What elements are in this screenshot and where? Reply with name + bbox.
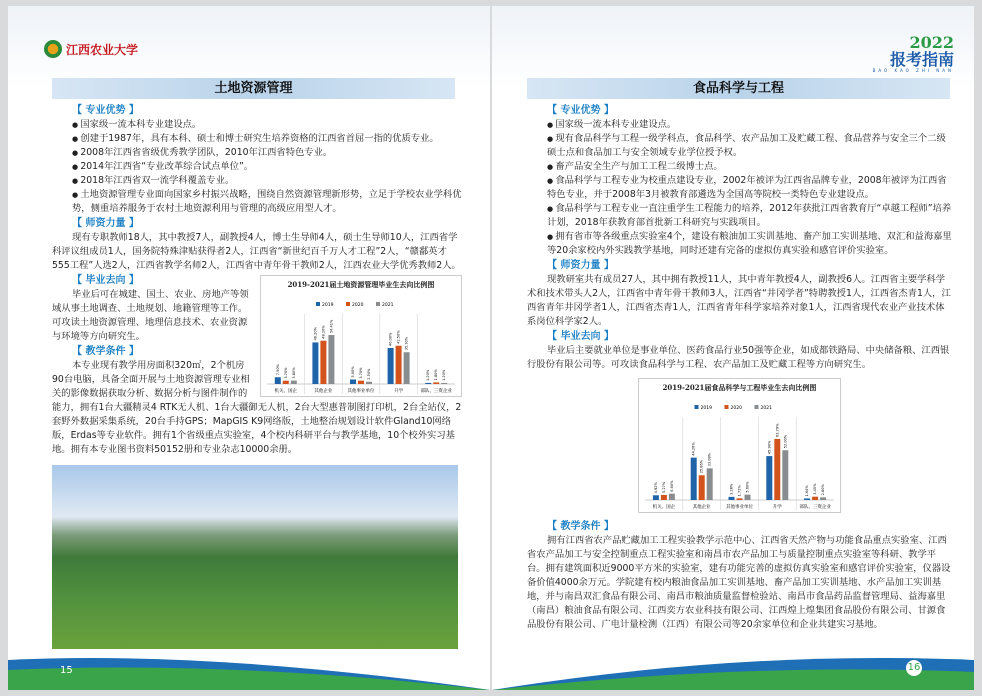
bar — [366, 382, 372, 384]
bar — [388, 348, 394, 384]
bar — [804, 498, 810, 500]
bar — [283, 381, 289, 384]
land-chart — [260, 275, 462, 397]
brand-pinyin: BAO KAO ZHI NAN — [872, 68, 954, 73]
bar — [358, 381, 364, 384]
chart-title: 2019-2021届食品科学与工程毕业生去向比例图 — [662, 383, 817, 392]
legend-label: 2021 — [382, 303, 394, 308]
data-label: 6.60% — [669, 480, 674, 492]
bar — [653, 495, 659, 500]
bullet-item: ● 创建于1987年，具有本科、硕士和博士研究生培养资格的江西省首屈一指的优质专业。 — [52, 132, 462, 146]
section-paragraph: 现教研室共有成员27人，其中拥有教授11人，其中青年教授4人，副教授6人。江西省主要学科学术和技术带头人2人，江西省中青年骨干教师3人，江西省“井冈学者”特聘教授1人，江西省杰青1人，江西省青年井冈学者1人，江西省杰青1人，江西省青年科学家培养对象1人，江西省现代农业产业技术体系岗位科学家2人。 — [527, 274, 951, 327]
section-paragraph: 现有专职教师18人，其中教授7人，副教授4人，博士生导师4人，硕士生导师10人，江西省学科评议组成员1人，国务院特殊津贴获得者2人，江西省“新世纪百千万人才工程”2人，“赣鄱英才555工程”人选2人，江西省教学名师2人，江西省中青年骨干教师2人，江西农业大学优秀教师2人。 — [52, 232, 461, 271]
legend-swatch — [755, 405, 759, 409]
bar — [707, 468, 713, 500]
legend-label: 2019 — [700, 406, 712, 411]
bar — [328, 335, 334, 384]
data-label: 45.90% — [767, 440, 772, 455]
bullet-item: ● 拥有省市等各级重点实验室4个，建设有粮油加工实训基地、畜产加工实训基地、双汇和益海嘉里等20余家校内外实践教学基地，同时还建有完备的虚拟仿真实验和感官评价实验室。 — [527, 230, 952, 258]
data-label: 48.10% — [321, 325, 326, 339]
legend-swatch — [695, 405, 699, 409]
bar — [782, 450, 788, 500]
bar — [691, 458, 697, 500]
section-heading: 【 教学条件 】 — [72, 346, 139, 357]
food-chart — [638, 378, 841, 513]
data-label: 7.50% — [275, 364, 280, 376]
bullet-item: ● 国家级一流本科专业建设点。 — [52, 118, 462, 132]
bar — [275, 377, 281, 384]
section-heading: 【 教学条件 】 — [547, 521, 614, 532]
x-tick-label: 其他事业单位 — [347, 389, 375, 394]
data-label: 52.00% — [783, 434, 788, 449]
bullet-item: ● 现有食品科学与工程一级学科点，食品科学、农产品加工及贮藏工程、食品营养与安全三个二级硕士点和食品加工与安全领域专业学位授予权。 — [527, 132, 952, 160]
data-label: 4.92% — [653, 482, 658, 494]
data-label: 33.08% — [707, 452, 712, 467]
data-label: 25.86% — [699, 459, 704, 474]
brand-year: 2022 — [909, 33, 954, 52]
left-text-column — [52, 103, 462, 649]
bullet-item: ● 2018年江西省双一流学科覆盖专业。 — [52, 174, 462, 188]
bar — [737, 498, 743, 500]
section-paragraph: 毕业后主要就业单位是事业单位、医药食品行业50强等企业，如成都铁路局、中央储备粮、江西银行股份有限公司等。可攻读食品科学与工程、农产品加工及贮藏工程等方向研究生。 — [527, 345, 950, 370]
data-label: 42.50% — [396, 330, 401, 344]
x-tick-label: 其他事业单位 — [726, 505, 753, 510]
section-heading: 【 师资力量 】 — [547, 260, 614, 271]
bar — [745, 495, 751, 500]
x-tick-label: 升学 — [772, 505, 782, 510]
data-label: 35.30% — [404, 336, 409, 351]
university-logo — [44, 40, 138, 58]
bar — [320, 341, 326, 384]
campus-photo — [52, 465, 458, 649]
legend-label: 2019 — [322, 303, 334, 308]
data-label: 1.64% — [805, 485, 810, 497]
bar — [441, 383, 447, 384]
bar — [812, 497, 818, 500]
bullet-item: ● 2014年江西省“专业改革综合试点单位”。 — [52, 160, 462, 174]
data-label: 3.70% — [359, 367, 363, 379]
data-label: 3.70% — [283, 367, 288, 379]
data-label: 44.26% — [691, 442, 696, 456]
data-label: 2.80% — [821, 484, 826, 496]
data-label: 1.80% — [434, 369, 439, 381]
data-label: 1.20% — [442, 369, 447, 381]
bar — [661, 495, 667, 500]
bullet-item: ● 土地资源管理专业面向国家乡村振兴战略，围绕自然资源管理新形势，立足于学校农业学科优势，侧重培养服务于农村土地资源利用与管理的高级应用型人才。 — [52, 188, 462, 216]
right-page — [492, 6, 974, 690]
bullet-item: ● 2008年江西省省级优秀教学团队，2010年江西省特色专业。 — [52, 146, 462, 160]
bullet-item: ● 食品科学与工程专业一直注重学生工程能力的培养，2012年获批江西省教育厅“卓越工程师”培养计划，2018年获教育部首批新工科研究与实践项目。 — [527, 202, 952, 230]
legend-swatch — [346, 302, 350, 306]
brand-logo — [873, 33, 954, 73]
section-heading: 【 毕业去向 】 — [547, 331, 614, 342]
section-heading: 【 专业优势 】 — [72, 105, 139, 116]
bullet-item: ● 食品科学与工程专业为校重点建设专业，2002年被评为江西省品牌专业，2008年被评为江西省特色专业，并于2008年3月被教育部遴选为全国高等院校一类特色专业建设点。 — [527, 174, 952, 202]
brand-title: 报考指南 — [889, 50, 954, 69]
x-tick-label: 升学 — [394, 389, 404, 394]
university-name: 江西农业大学 — [66, 42, 139, 57]
section-paragraph: 本专业现有教学用房面积320㎡，2个机房90台电脑，具备全面开展与土地资源管理专业相关的影像数据获取分析、数据分析与图件制作的能力，拥有1台大疆精灵4 RTK无人机、1台大疆御无人机，2台大型惠普制图打印机，2台全站仪，2套野外数据采集系统，20台手持GPS；MapGIS K9网络版，土地整治规划设计软件Gland10网络版，Erdas等专业软件。拥有1个省级重点实验室，4个校内科研平台与教学基地，10个校外实习基地。拥有本专业图书资料50152册和专业杂志10000余册。 — [52, 360, 462, 455]
data-label: 3.45% — [813, 483, 818, 495]
x-tick-label: 机关、国企 — [652, 505, 676, 510]
section-heading: 【 师资力量 】 — [72, 218, 139, 229]
data-label: 46.20% — [313, 327, 318, 341]
bar — [433, 382, 439, 384]
data-label: 5.60% — [745, 481, 750, 493]
bar — [766, 456, 772, 500]
bar — [404, 352, 410, 384]
bar — [291, 381, 297, 384]
page-number: 15 — [60, 665, 73, 676]
data-label: 3.28% — [729, 483, 734, 495]
bar — [312, 342, 318, 384]
bar — [669, 494, 675, 500]
bar — [729, 497, 735, 500]
section-heading: 【 专业优势 】 — [547, 105, 614, 116]
wave-decoration — [492, 630, 974, 690]
bar — [774, 439, 780, 500]
bar — [425, 383, 431, 384]
data-label: 2.50% — [367, 368, 371, 380]
x-tick-label: 其他企业 — [692, 505, 711, 510]
legend-swatch — [725, 405, 729, 409]
bar — [699, 475, 705, 500]
legend-label: 2020 — [730, 406, 742, 411]
legend-label: 2021 — [760, 406, 772, 411]
section-paragraph: 拥有江西省农产品贮藏加工工程实验教学示范中心、江西省天然产物与功能食品重点实验室、江西省农产品加工与安全控制重点工程实验室和南昌市农产品加工与质量控制重点实验室等科研、教学平台。拥有建筑面积近9000平方米的实验室，建有功能完善的虚拟仿真实验室和感官评价实验室，仪器设备价值4000余万元。学院建有校内粮油食品加工实训基地、畜产品加工实训基地、水产品加工实训基地，并与南昌双汇食品有限公司、南昌市粮油质量监督检验站、南昌市食品药品监督管理局、益海嘉里（南昌）粮油食品有限公司、江西奕方农业科技有限公司、江西煌上煌集团食品股份有限公司、甘源食品股份有限公司、广电计量检测（江西）有限公司等20余家单位和企业共建实习基地。 — [527, 535, 951, 630]
bar — [396, 346, 402, 384]
x-tick-label: 部队、三资企业 — [799, 505, 831, 510]
bullet-item: ● 畜产品安全生产与加工工程二级博士点。 — [527, 160, 952, 174]
data-label: 1.72% — [737, 485, 742, 497]
bar — [350, 380, 356, 385]
x-tick-label: 部队、三资企业 — [420, 389, 452, 394]
bar — [820, 497, 826, 500]
right-text-column — [527, 103, 952, 632]
data-label: 40.00% — [388, 332, 393, 346]
page-number: 16 — [906, 660, 922, 676]
chart-title: 2019-2021届土地资源管理毕业生去向比例图 — [287, 280, 435, 289]
section-heading: 【 毕业去向 】 — [72, 275, 139, 286]
data-label: 5.27% — [661, 481, 666, 493]
bullet-item: ● 国家级一流本科专业建设点。 — [527, 118, 952, 132]
section-paragraph: 毕业后可在城建、国土、农业、房地产等领域从事土地调查、土地规划、地籍管理等工作。可攻读土地资源管理、地理信息技术、农业资源与环境等方向研究生。 — [52, 289, 249, 342]
data-label: 63.79% — [775, 423, 780, 437]
emblem-icon — [44, 40, 62, 58]
legend-label: 2020 — [352, 303, 364, 308]
legend-swatch — [316, 302, 320, 306]
x-tick-label: 其他企业 — [314, 389, 333, 394]
page-title: 食品科学与工程 — [527, 78, 950, 99]
x-tick-label: 机关、国企 — [274, 389, 298, 394]
data-label: 5.00% — [351, 366, 355, 378]
data-label: 1.20% — [426, 369, 431, 381]
data-label: 3.80% — [291, 367, 296, 379]
legend-swatch — [376, 302, 380, 306]
data-label: 54.41% — [329, 319, 334, 334]
page-title: 土地资源管理 — [52, 78, 455, 99]
left-page — [8, 6, 490, 690]
